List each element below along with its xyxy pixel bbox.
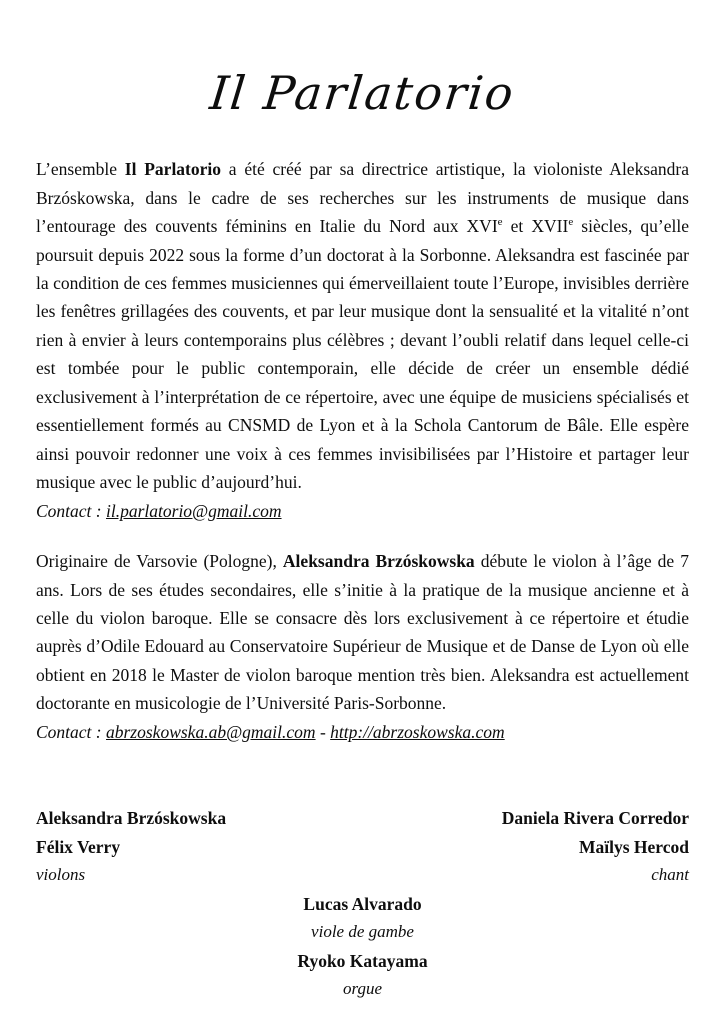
instrument-label: orgue [342, 979, 383, 999]
musician-name: Daniela Rivera Corredor [501, 808, 689, 829]
musician-name: Maïlys Hercod [578, 836, 689, 857]
violins-group [36, 804, 226, 890]
text-segment: siècles, qu’elle poursuit depuis 2022 sous la forme d’un doctorat à la Sorbonne. Aleksandra est fascinée par la condition de ces femmes musiciennes qui émerveillaient toute l’Europe, invisibles derrière les fenêtres grillagées des couvents, et par leur musique dont la sensualité et la vitalité n’ont rien à envier à leurs contemporains plus célèbres ; devant l’oubli relatif dans lequel celle-ci est tombée pour le public contemporain, elle décide de créer un ensemble dédié exclusivement à l’interprétation de ce répertoire, avec une équipe de musiciens spécialisés et essentiellement formés au CNSMD de Lyon et à la Schola Cantorum de Bâle. Elle espère ainsi pouvoir redonner une voix à ces femmes invisibilisées par l’Histoire et partager leur musique avec le public d’aujourd’hui. [36, 216, 690, 493]
aleksandra-email-link[interactable]: abrzoskowska.ab@gmail.com [106, 721, 316, 742]
voice-group [502, 804, 689, 890]
instrument-label: violons [36, 865, 86, 885]
instrument-label: chant [651, 865, 689, 885]
musician-name: Ryoko Katayama [297, 950, 428, 971]
instrument-label: viole de gambe [311, 922, 414, 942]
bold-text-segment: Aleksandra Brzóskowska [282, 551, 475, 572]
text-segment: a été créé par sa directrice artistique, la violoniste Aleksandra Brzóskowska, dans le cadre de ses recherches sur les instruments de musique dans l’entourage des couvents féminins en Italie du Nord aux XVI [36, 159, 689, 237]
page-title: Il Parlatorio [207, 66, 518, 120]
aleksandra-website-link[interactable]: http://abrzoskowska.com [330, 721, 505, 742]
aleksandra-contact-line [36, 718, 689, 746]
bold-text-segment: Il Parlatorio [124, 159, 222, 180]
contact-separator: - [315, 721, 331, 742]
ensemble-bio-paragraph [36, 155, 689, 496]
musician-name: Aleksandra Brzóskowska [36, 808, 227, 829]
musician-name: Félix Verry [36, 836, 121, 857]
musicians-top-row [36, 804, 689, 890]
text-segment: débute le violon à l’âge de 7 ans. Lors de ses études secondaires, elle s’initie à la pratique de la musique ancienne et à celle du violon baroque. Elle se consacre dès lors exclusivement à ce répertoire et étudie auprès d’Odile Edouard au Conservatoire Supérieur de Musique et de Danse de Lyon où elle obtient en 2018 le Master de violon baroque mention très bien. Aleksandra est actuellement doctorante en musicologie de l’Université Paris-Sorbonne. [36, 551, 689, 714]
center-musicians-group [36, 890, 689, 1004]
contact-label: Contact : [36, 721, 106, 742]
text-segment: L’ensemble [36, 159, 125, 180]
musicians-credits [36, 804, 689, 1004]
text-segment: Originaire de Varsovie (Pologne), [36, 551, 283, 572]
contact-label: Contact : [36, 500, 106, 521]
text-segment: e [568, 216, 574, 229]
ensemble-email-link[interactable]: il.parlatorio@gmail.com [106, 500, 282, 521]
aleksandra-bio-paragraph [36, 547, 689, 718]
text-segment: e [497, 216, 503, 229]
musician-name: Lucas Alvarado [303, 893, 422, 914]
ensemble-contact-line [36, 497, 689, 525]
text-segment: et XVII [502, 216, 569, 237]
